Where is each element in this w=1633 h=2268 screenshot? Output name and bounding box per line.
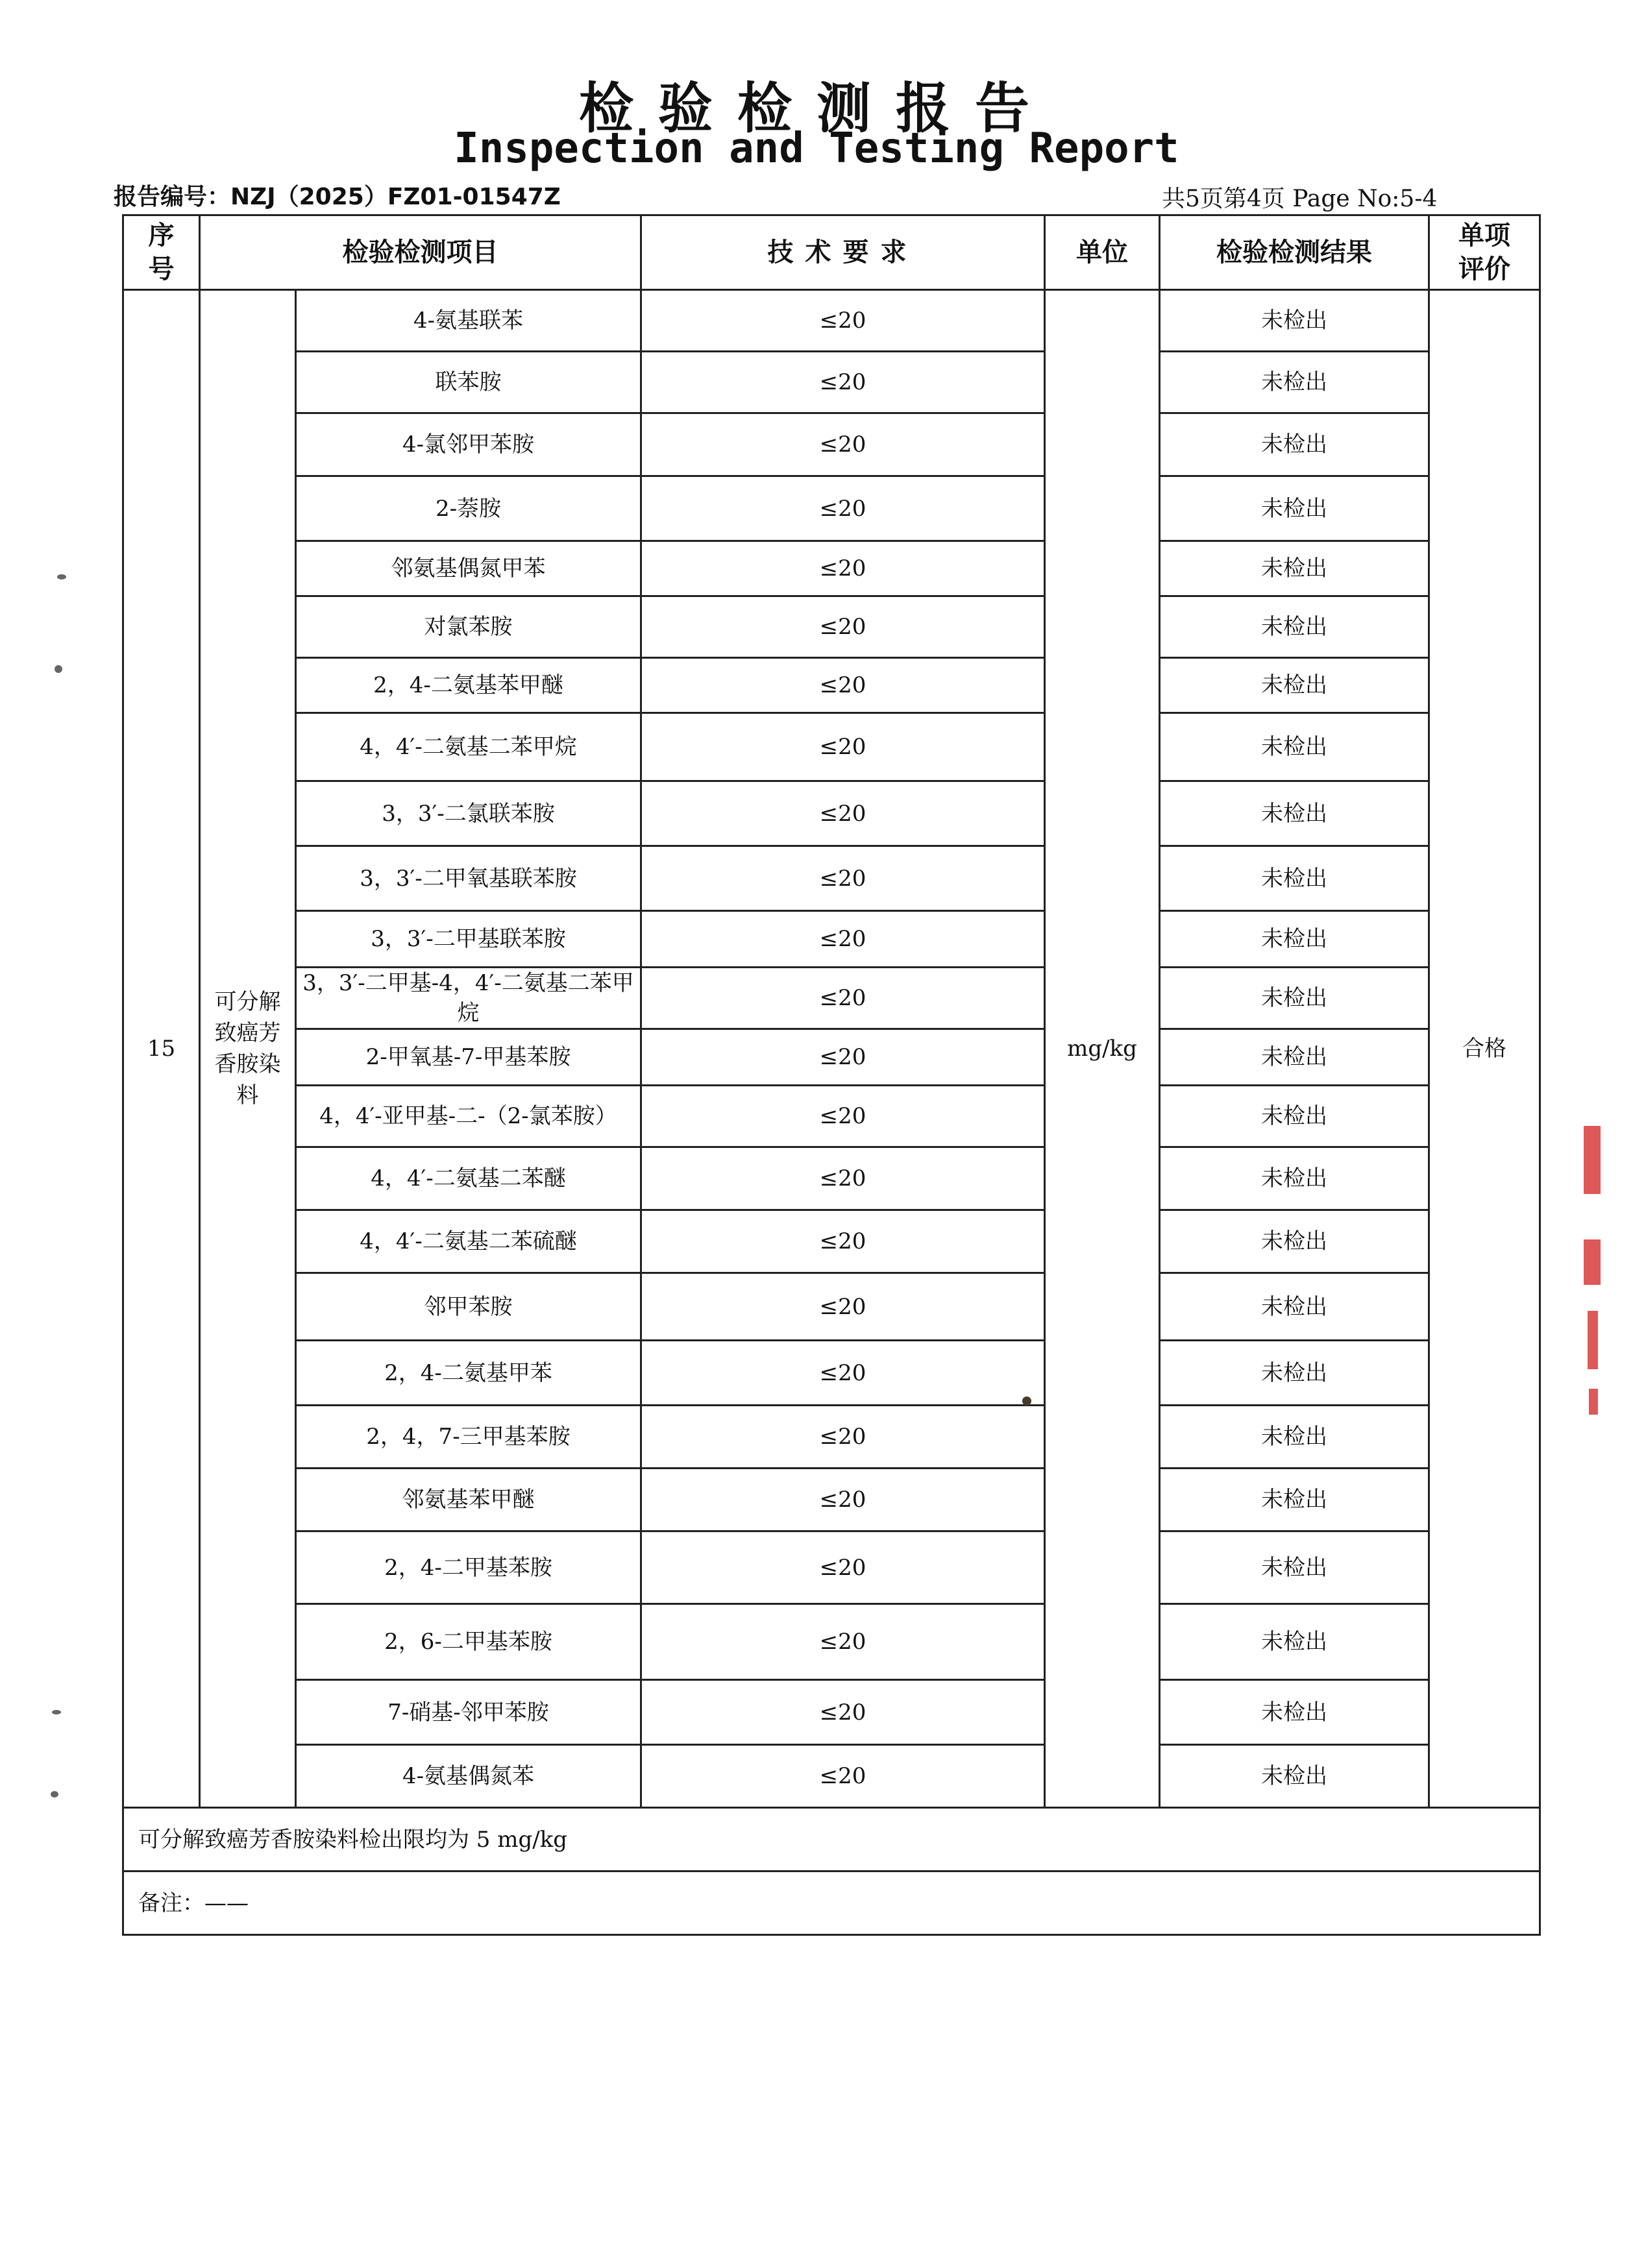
result-cell: 未检出 <box>1160 658 1429 713</box>
footnote-row <box>123 1808 1540 1872</box>
result-cell: 未检出 <box>1160 968 1429 1029</box>
result-cell: 未检出 <box>1160 352 1429 413</box>
seal-fragment <box>1588 1311 1598 1369</box>
result-cell: 未检出 <box>1160 1210 1429 1273</box>
item-cell: 2-甲氧基-7-甲基苯胺 <box>296 1029 641 1086</box>
requirement-cell: ≤20 <box>641 290 1045 352</box>
item-cell: 4，4′-亚甲基-二-（2-氯苯胺） <box>296 1086 641 1147</box>
item-cell: 邻甲苯胺 <box>296 1273 641 1341</box>
requirement-cell: ≤20 <box>641 1745 1045 1808</box>
header-result: 检验检测结果 <box>1160 215 1429 290</box>
requirement-cell: ≤20 <box>641 1210 1045 1273</box>
table-row <box>123 911 1540 968</box>
table-row <box>123 1147 1540 1210</box>
requirement-cell: ≤20 <box>641 846 1045 911</box>
table-row <box>123 1341 1540 1406</box>
requirement-cell: ≤20 <box>641 1680 1045 1745</box>
seal-fragment <box>1589 1389 1598 1415</box>
requirement-cell: ≤20 <box>641 1531 1045 1604</box>
table-row <box>123 413 1540 476</box>
item-cell: 对氯苯胺 <box>296 596 641 658</box>
requirement-cell: ≤20 <box>641 1273 1045 1341</box>
result-cell: 未检出 <box>1160 911 1429 968</box>
table-row <box>123 1604 1540 1680</box>
table-row <box>123 1406 1540 1469</box>
requirement-cell: ≤20 <box>641 1086 1045 1147</box>
requirement-cell: ≤20 <box>641 476 1045 541</box>
table-row <box>123 1029 1540 1086</box>
requirement-cell: ≤20 <box>641 1147 1045 1210</box>
result-cell: 未检出 <box>1160 846 1429 911</box>
table-header-row <box>123 215 1540 290</box>
item-cell: 3，3′-二甲基联苯胺 <box>296 911 641 968</box>
item-cell: 4-氨基偶氮苯 <box>296 1745 641 1808</box>
seq-cell: 15 <box>123 290 200 1808</box>
item-cell: 邻氨基偶氮甲苯 <box>296 541 641 596</box>
result-cell: 未检出 <box>1160 290 1429 352</box>
seal-fragment <box>1584 1126 1601 1194</box>
item-cell: 4，4′-二氨基二苯醚 <box>296 1147 641 1210</box>
remark-row <box>123 1872 1540 1935</box>
item-cell: 3，3′-二甲氧基联苯胺 <box>296 846 641 911</box>
requirement-cell: ≤20 <box>641 596 1045 658</box>
result-cell: 未检出 <box>1160 413 1429 476</box>
requirement-cell: ≤20 <box>641 1469 1045 1531</box>
item-cell: 3，3′-二氯联苯胺 <box>296 781 641 846</box>
requirement-cell: ≤20 <box>641 781 1045 846</box>
result-cell: 未检出 <box>1160 1531 1429 1604</box>
requirement-cell: ≤20 <box>641 1406 1045 1469</box>
seal-fragment <box>1584 1239 1601 1285</box>
result-cell: 未检出 <box>1160 781 1429 846</box>
table-row <box>123 1210 1540 1273</box>
scan-speck <box>55 665 62 673</box>
header-seq: 序号 <box>123 215 200 290</box>
page-number: 共5页第4页 Page No:5-4 <box>1162 186 1438 212</box>
item-cell: 2，4，7-三甲基苯胺 <box>296 1406 641 1469</box>
item-cell: 2，6-二甲基苯胺 <box>296 1604 641 1680</box>
requirement-cell: ≤20 <box>641 658 1045 713</box>
result-cell: 未检出 <box>1160 1147 1429 1210</box>
table-row <box>123 352 1540 413</box>
result-cell: 未检出 <box>1160 476 1429 541</box>
table-row <box>123 541 1540 596</box>
table-row <box>123 1086 1540 1147</box>
item-cell: 2，4-二氨基苯甲醚 <box>296 658 641 713</box>
result-cell: 未检出 <box>1160 1086 1429 1147</box>
result-cell: 未检出 <box>1160 1406 1429 1469</box>
report-title-cn: 检验检测报告 <box>578 77 1054 140</box>
scan-speck <box>51 1791 58 1798</box>
requirement-cell: ≤20 <box>641 713 1045 781</box>
result-cell: 未检出 <box>1160 1341 1429 1406</box>
scan-speck <box>1022 1396 1031 1406</box>
remark: 备注：—— <box>123 1872 1540 1935</box>
requirement-cell: ≤20 <box>641 911 1045 968</box>
requirement-cell: ≤20 <box>641 1029 1045 1086</box>
result-cell: 未检出 <box>1160 1469 1429 1531</box>
requirement-cell: ≤20 <box>641 1604 1045 1680</box>
item-cell: 2，4-二氨基甲苯 <box>296 1341 641 1406</box>
item-cell: 3，3′-二甲基-4，4′-二氨基二苯甲烷 <box>296 968 641 1029</box>
item-cell: 2，4-二甲基苯胺 <box>296 1531 641 1604</box>
result-cell: 未检出 <box>1160 1029 1429 1086</box>
report-number: 报告编号：NZJ（2025）FZ01-01547Z <box>114 184 561 210</box>
detection-limit-note: 可分解致癌芳香胺染料检出限均为 5 mg/kg <box>123 1808 1540 1872</box>
item-cell: 邻氨基苯甲醚 <box>296 1469 641 1531</box>
table-row <box>123 1680 1540 1745</box>
requirement-cell: ≤20 <box>641 1341 1045 1406</box>
evaluation-cell: 合格 <box>1429 290 1540 1808</box>
header-evaluation: 单项评价 <box>1429 215 1540 290</box>
header-requirement: 技术要求 <box>641 215 1045 290</box>
table-row <box>123 476 1540 541</box>
result-cell: 未检出 <box>1160 1273 1429 1341</box>
header-item: 检验检测项目 <box>200 215 641 290</box>
item-cell: 4-氨基联苯 <box>296 290 641 352</box>
table-row <box>123 713 1540 781</box>
table-row <box>123 1745 1540 1808</box>
table-row <box>123 596 1540 658</box>
scan-speck <box>52 1710 61 1714</box>
requirement-cell: ≤20 <box>641 352 1045 413</box>
item-cell: 4-氯邻甲苯胺 <box>296 413 641 476</box>
result-cell: 未检出 <box>1160 713 1429 781</box>
table-row <box>123 658 1540 713</box>
scan-speck <box>57 574 66 579</box>
table-row <box>123 968 1540 1029</box>
unit-cell: mg/kg <box>1045 290 1160 1808</box>
requirement-cell: ≤20 <box>641 541 1045 596</box>
requirement-cell: ≤20 <box>641 968 1045 1029</box>
item-cell: 2-萘胺 <box>296 476 641 541</box>
results-table <box>122 214 1541 1936</box>
result-cell: 未检出 <box>1160 596 1429 658</box>
result-cell: 未检出 <box>1160 1680 1429 1745</box>
table-row <box>123 1531 1540 1604</box>
result-cell: 未检出 <box>1160 541 1429 596</box>
category-cell: 可分解致癌芳香胺染料 <box>200 290 296 1808</box>
result-cell: 未检出 <box>1160 1745 1429 1808</box>
item-cell: 7-硝基-邻甲苯胺 <box>296 1680 641 1745</box>
table-row <box>123 1273 1540 1341</box>
report-title-en: Inspection and Testing Report <box>454 125 1179 173</box>
item-cell: 联苯胺 <box>296 352 641 413</box>
header-unit: 单位 <box>1045 215 1160 290</box>
table-row <box>123 290 1540 352</box>
item-cell: 4，4′-二氨基二苯硫醚 <box>296 1210 641 1273</box>
table-row <box>123 846 1540 911</box>
table-row <box>123 1469 1540 1531</box>
item-cell: 4，4′-二氨基二苯甲烷 <box>296 713 641 781</box>
requirement-cell: ≤20 <box>641 413 1045 476</box>
table-row <box>123 781 1540 846</box>
result-cell: 未检出 <box>1160 1604 1429 1680</box>
